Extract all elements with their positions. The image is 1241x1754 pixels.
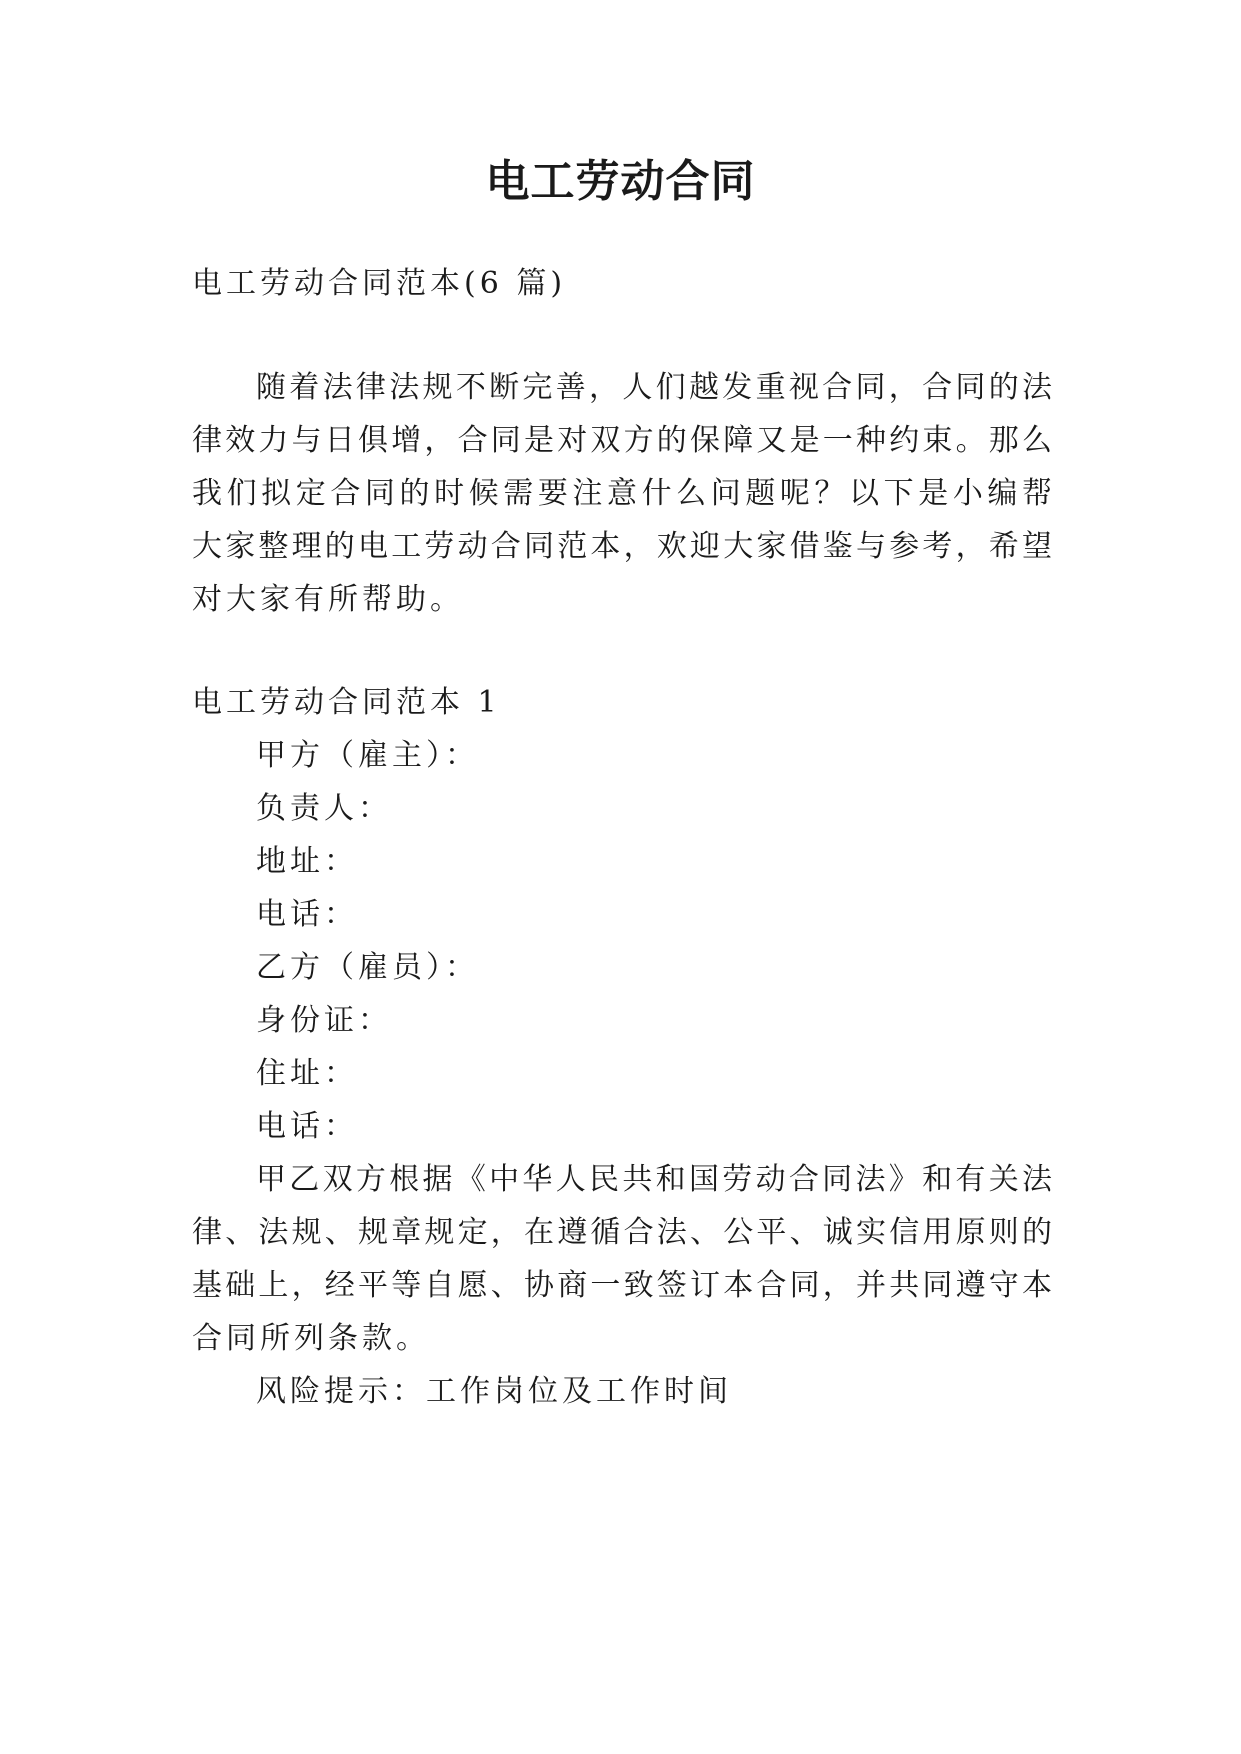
agreement-line-1: 甲乙双方根据《中华人民共和国劳动合同法》和有关法 bbox=[256, 1162, 1052, 1197]
section-heading: 电工劳动合同范本 1 bbox=[192, 685, 501, 720]
party-a-address-label: 地址： bbox=[256, 844, 358, 879]
party-a-phone-label: 电话： bbox=[256, 897, 358, 932]
party-b-id-label: 身份证： bbox=[256, 1003, 392, 1038]
party-a-person-label: 负责人： bbox=[256, 791, 392, 826]
agreement-line-4: 合同所列条款。 bbox=[192, 1321, 430, 1356]
party-b-address-label: 住址： bbox=[256, 1056, 358, 1091]
intro-line-1: 随着法律法规不断完善，人们越发重视合同，合同的法 bbox=[256, 370, 1052, 405]
document-title: 电工劳动合同 bbox=[485, 156, 756, 207]
document-subtitle: 电工劳动合同范本(6 篇) bbox=[192, 266, 567, 301]
agreement-line-2: 律、法规、规章规定，在遵循合法、公平、诚实信用原则的 bbox=[192, 1215, 1052, 1250]
party-a-label: 甲方（雇主）： bbox=[256, 738, 479, 773]
party-b-label: 乙方（雇员）： bbox=[256, 950, 479, 985]
intro-line-4: 大家整理的电工劳动合同范本，欢迎大家借鉴与参考，希望 bbox=[192, 529, 1052, 564]
intro-line-2: 律效力与日俱增，合同是对双方的保障又是一种约束。那么 bbox=[192, 423, 1052, 458]
intro-line-3: 我们拟定合同的时候需要注意什么问题呢？以下是小编帮 bbox=[192, 476, 1052, 511]
agreement-line-3: 基础上，经平等自愿、协商一致签订本合同，并共同遵守本 bbox=[192, 1268, 1052, 1303]
risk-tip: 风险提示：工作岗位及工作时间 bbox=[256, 1374, 732, 1409]
intro-line-5: 对大家有所帮助。 bbox=[192, 582, 464, 617]
party-b-phone-label: 电话： bbox=[256, 1109, 358, 1144]
